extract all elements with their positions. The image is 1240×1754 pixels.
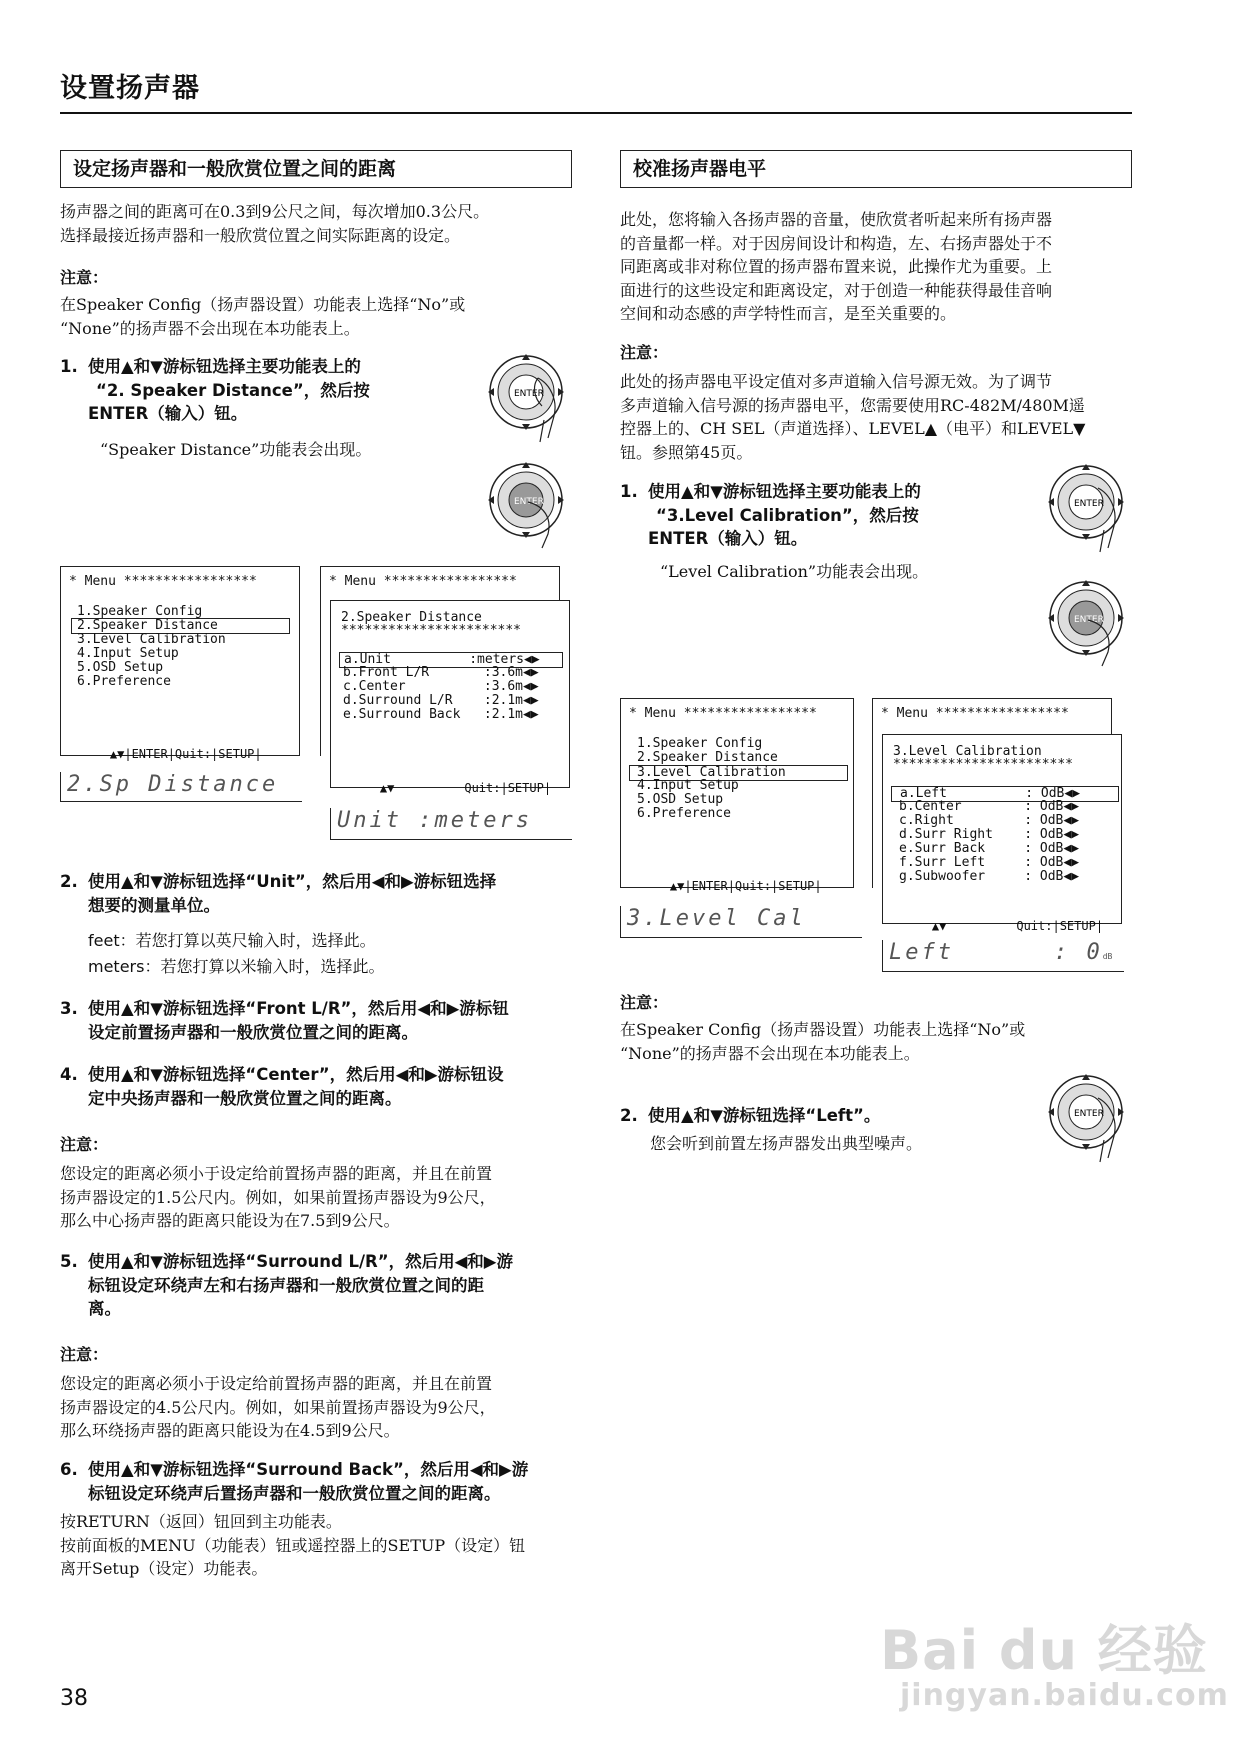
left-right-arrows-icon: ◀▶	[523, 665, 539, 680]
menu-item: 6.Preference	[77, 674, 171, 689]
left-right-arrows-icon: ◀▶	[524, 652, 540, 667]
svg-text:ENTER: ENTER	[1074, 499, 1104, 509]
enter-knob-icon	[1048, 460, 1128, 560]
left-step1-sub: “Speaker Distance”功能表会出现。	[100, 440, 372, 459]
baidu-watermark: Bai du 经验	[880, 1619, 1208, 1682]
baidu-watermark-url: jingyan.baidu.com	[900, 1678, 1229, 1713]
svg-text:ENTER: ENTER	[514, 389, 544, 399]
menu-item: 1.Speaker Config	[637, 736, 763, 751]
menu-item: e.Surround Back :2.1m◀▶	[343, 707, 539, 722]
front-display-lcd: Left : 0dB	[882, 940, 1124, 972]
enter-press-knob-icon	[1048, 576, 1128, 668]
level-calibration-panel: 3.Level Calibration *********************** a.Left : OdB◀▶ b.Center : OdB◀▶ c.Right : OdB◀▶ d.Surr Right : OdB◀▶ e.Surr Back : OdB◀▶ f.Surr Left : OdB◀▶ g.Subwoofer : OdB◀▶ ▲▼ Quit:|SETUP|	[882, 734, 1122, 924]
left-note2-label: 注意：	[60, 1135, 109, 1154]
left-step5: 5. 使用▲和▼游标钮选择“Surround L/R”，然后用◀和▶游 标钮设定环绕声左和右扬声器和一般欣赏位置之间的距 离。	[60, 1252, 513, 1318]
menu-item: f.Surr Left : OdB◀▶	[899, 855, 1080, 870]
menu-item: g.Subwoofer : OdB◀▶	[899, 869, 1080, 884]
left-right-arrows-icon: ◀▶	[1063, 869, 1080, 884]
menu-back-panel: * Menu *****************	[320, 566, 560, 756]
menu-item: 3.Level Calibration	[77, 632, 226, 647]
svg-text:ENTER: ENTER	[1074, 615, 1104, 625]
submenu-title: 3.Level Calibration	[893, 744, 1042, 759]
left-note2: 您设定的距离必须小于设定给前置扬声器的距离，并且在前置 扬声器设定的1.5公尺内。例如，如果前置扬声器设为9公尺， 那么中心扬声器的距离只能设为在7.5到9公尺。	[60, 1164, 496, 1230]
up-down-arrows-icon: ▲▼	[109, 747, 125, 761]
speaker-distance-panel: 2.Speaker Distance *********************** a.Unit :meters◀▶ b.Front L/R :3.6m◀▶ c.Center :3.6m◀▶ d.Surround L/R :2.1m◀▶ e.Surround Back :2.1m◀▶ ▲▼ Quit:|SETUP|	[330, 600, 570, 788]
menu-item: 4.Input Setup	[77, 646, 179, 661]
menu-back-panel: * Menu *****************	[872, 698, 1112, 888]
enter-knob-icon	[488, 350, 568, 450]
left-intro: 扬声器之间的距离可在0.3到9公尺之间，每次增加0.3公尺。 选择最接近扬声器和一般欣赏位置之间实际距离的设定。	[60, 202, 490, 245]
left-step1: 1. 使用▲和▼游标钮选择主要功能表上的 “2. Speaker Distance”，然后按 ENTER（输入）钮。	[60, 357, 370, 423]
left-step3: 3. 使用▲和▼游标钮选择“Front L/R”，然后用◀和▶游标钮 设定前置扬声器和一般欣赏位置之间的距离。	[60, 999, 509, 1042]
menu-item-selected[interactable]: 2.Speaker Distance	[71, 618, 290, 634]
page-title: 设置扬声器	[60, 73, 200, 104]
menu-footer: ▲▼ Quit:|SETUP|	[379, 781, 552, 795]
submenu-title: 2.Speaker Distance	[341, 610, 482, 625]
right-note1-label: 注意：	[620, 343, 669, 362]
menu-item: b.Front L/R :3.6m◀▶	[343, 665, 539, 680]
right-step2: 2. 使用▲和▼游标钮选择“Left”。	[620, 1106, 881, 1125]
menu-item: 6.Preference	[637, 806, 731, 821]
title-rule	[60, 112, 1132, 114]
menu-header: * Menu *****************	[629, 706, 817, 721]
menu-item: c.Right : OdB◀▶	[899, 813, 1080, 828]
menu-item: b.Center : OdB◀▶	[899, 799, 1080, 814]
main-menu-panel	[620, 698, 854, 893]
left-right-arrows-icon: ◀▶	[523, 679, 539, 694]
menu-item-selected[interactable]: 3.Level Calibration	[629, 765, 848, 781]
menu-footer: ▲▼|ENTER|Quit:|SETUP|	[109, 747, 262, 761]
right-intro: 此处，您将输入各扬声器的音量，使欣赏者听起来所有扬声器 的音量都一样。对于因房间设计和构造，左、右扬声器处于不 同距离或非对称位置的扬声器布置来说，此操作尤为重要。上 面进行的这些设定和距离设定，对于创造一种能获得最佳音响 空间和动态感的声学特性而言，是至关重要的。	[620, 210, 1053, 323]
left-right-arrows-icon: ◀▶	[1064, 786, 1081, 801]
right-note2: 在Speaker Config（扬声器设置）功能表上选择“No”或 “None”的扬声器不会出现在本功能表上。	[620, 1020, 1026, 1063]
enter-knob-icon	[1048, 1070, 1128, 1170]
menu-item: e.Surr Back : OdB◀▶	[899, 841, 1080, 856]
left-section-title: 设定扬声器和一般欣赏位置之间的距离	[60, 150, 572, 188]
menu-item: d.Surr Right : OdB◀▶	[899, 827, 1080, 842]
left-right-arrows-icon: ◀▶	[1063, 841, 1080, 856]
left-step2: 2. 使用▲和▼游标钮选择“Unit”，然后用◀和▶游标钮选择 想要的测量单位。	[60, 872, 497, 915]
left-right-arrows-icon: ◀▶	[1063, 813, 1080, 828]
left-note3: 您设定的距离必须小于设定给前置扬声器的距离，并且在前置 扬声器设定的4.5公尺内。例如，如果前置扬声器设为9公尺， 那么环绕扬声器的距离只能设为在4.5到9公尺。	[60, 1374, 496, 1440]
right-step1-sub: “Level Calibration”功能表会出现。	[660, 562, 929, 581]
menu-header: * Menu *****************	[69, 574, 257, 589]
menu-item: c.Center :3.6m◀▶	[343, 679, 539, 694]
menu-item: 5.OSD Setup	[77, 660, 164, 675]
front-display-lcd: Unit :meters	[330, 808, 572, 840]
left-note1-label: 注意：	[60, 268, 109, 287]
menu-item: 5.OSD Setup	[637, 792, 724, 807]
left-note1: 在Speaker Config（扬声器设置）功能表上选择“No”或 “None”的扬声器不会出现在本功能表上。	[60, 295, 466, 338]
svg-text:ENTER: ENTER	[1074, 1109, 1104, 1119]
menu-item-selected[interactable]: a.Left : OdB◀▶	[891, 786, 1119, 802]
left-right-arrows-icon: ◀▶	[1063, 799, 1080, 814]
up-down-arrows-icon: ▲▼	[931, 919, 947, 933]
menu-item: 2.Speaker Distance	[637, 750, 778, 765]
left-right-arrows-icon: ◀▶	[523, 693, 539, 708]
right-section-title: 校准扬声器电平	[620, 150, 1132, 188]
right-step2-sub: 您会听到前置左扬声器发出典型噪声。	[650, 1134, 923, 1153]
menu-footer: ▲▼ Quit:|SETUP|	[931, 919, 1104, 933]
left-right-arrows-icon: ◀▶	[1063, 855, 1080, 870]
left-step6: 6. 使用▲和▼游标钮选择“Surround Back”，然后用◀和▶游 标钮设定环绕声后置扬声器和一般欣赏位置之间的距离。	[60, 1460, 529, 1503]
front-display-lcd: 2.Sp Distance	[60, 772, 302, 802]
up-down-arrows-icon: ▲▼	[669, 879, 685, 893]
menu-footer: ▲▼|ENTER|Quit:|SETUP|	[669, 879, 822, 893]
right-note1: 此处的扬声器电平设定值对多声道输入信号源无效。为了调节 多声道输入信号源的扬声器电平，您需要使用RC-482M/480M遥 控器上的、CH SEL（声道选择）、LEVEL▲（电平）和LEVEL▼ 钮。参照第45页。	[620, 372, 1086, 462]
left-right-arrows-icon: ◀▶	[523, 707, 539, 722]
right-step1: 1. 使用▲和▼游标钮选择主要功能表上的 “3.Level Calibration”，然后按 ENTER（输入）钮。	[620, 482, 921, 548]
unit-options: feet：若您打算以英尺输入时，选择此。 meters：若您打算以米输入时，选择此。	[88, 931, 385, 976]
page-number: 38	[60, 1686, 88, 1711]
enter-press-knob-icon	[488, 458, 568, 550]
menu-item-selected[interactable]: a.Unit :meters◀▶	[339, 652, 563, 668]
menu-item: 1.Speaker Config	[77, 604, 203, 619]
svg-text:ENTER: ENTER	[514, 497, 544, 507]
left-step4: 4. 使用▲和▼游标钮选择“Center”，然后用◀和▶游标钮设 定中央扬声器和一般欣赏位置之间的距离。	[60, 1065, 504, 1108]
menu-item: 4.Input Setup	[637, 778, 739, 793]
left-closing: 按RETURN（返回）钮回到主功能表。 按前面板的MENU（功能表）钮或遥控器上的SETUP（设定）钮 离开Setup（设定）功能表。	[60, 1512, 526, 1578]
menu-item: d.Surround L/R :2.1m◀▶	[343, 693, 539, 708]
up-down-arrows-icon: ▲▼	[379, 781, 395, 795]
left-note3-label: 注意：	[60, 1345, 109, 1364]
main-menu-panel	[60, 566, 300, 761]
front-display-lcd: 3.Level Cal	[620, 906, 862, 938]
right-note2-label: 注意：	[620, 993, 669, 1012]
left-right-arrows-icon: ◀▶	[1063, 827, 1080, 842]
